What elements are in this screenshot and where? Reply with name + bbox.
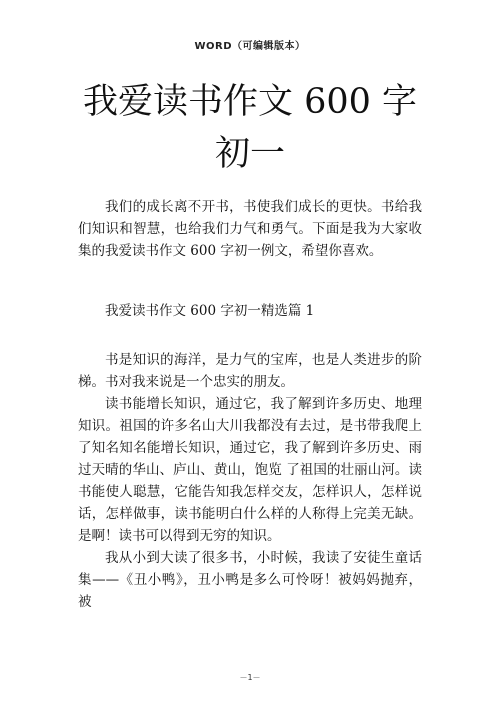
title-line-1: 我爱读书作文 600 字 — [82, 82, 418, 122]
document-title — [0, 76, 500, 180]
page-number: －1－ — [239, 673, 261, 682]
paragraph: 读书能增长知识，通过它，我了解到许多历史、地理知识。祖国的许多名山大川我都没有去过，是书带我爬上了知名知名能增长知识，通过它，我了解到许多历史、雨过天晴的华山、庐山、黄山，饱览 了祖国的壮丽山河。读书能使人聪慧，它能告知我怎样交友，怎样识人，怎样说话，怎样做事，读书能明白什么样的人称得上完美无缺。是啊！读书可以得到无穷的知识。 — [78, 396, 422, 544]
content-block — [78, 349, 422, 613]
document-header: WORD（可编辑版本） — [194, 41, 306, 52]
intro-paragraph: 我们的成长离不开书，书使我们成长的更快。书给我们知识和智慧，也给我们力气和勇气。下面是我为大家收集的我爱读书作文 600 字初一例文，希望你喜欢。 — [78, 199, 422, 259]
paragraph: 书是知识的海洋，是力气的宝库，也是人类进步的阶梯。书对我来说是一个忠实的朋友。 — [78, 352, 422, 390]
intro-block — [78, 196, 422, 262]
paragraph: 我从小到大读了很多书，小时候，我读了安徒生童话集——《丑小鸭》，丑小鸭是多么可怜呀！被妈妈抛弃，被 — [78, 550, 422, 610]
section-title: 我爱读书作文 600 字初一精选篇 1 — [105, 303, 315, 319]
title-line-2: 初一 — [214, 134, 285, 174]
section-block — [78, 300, 422, 322]
